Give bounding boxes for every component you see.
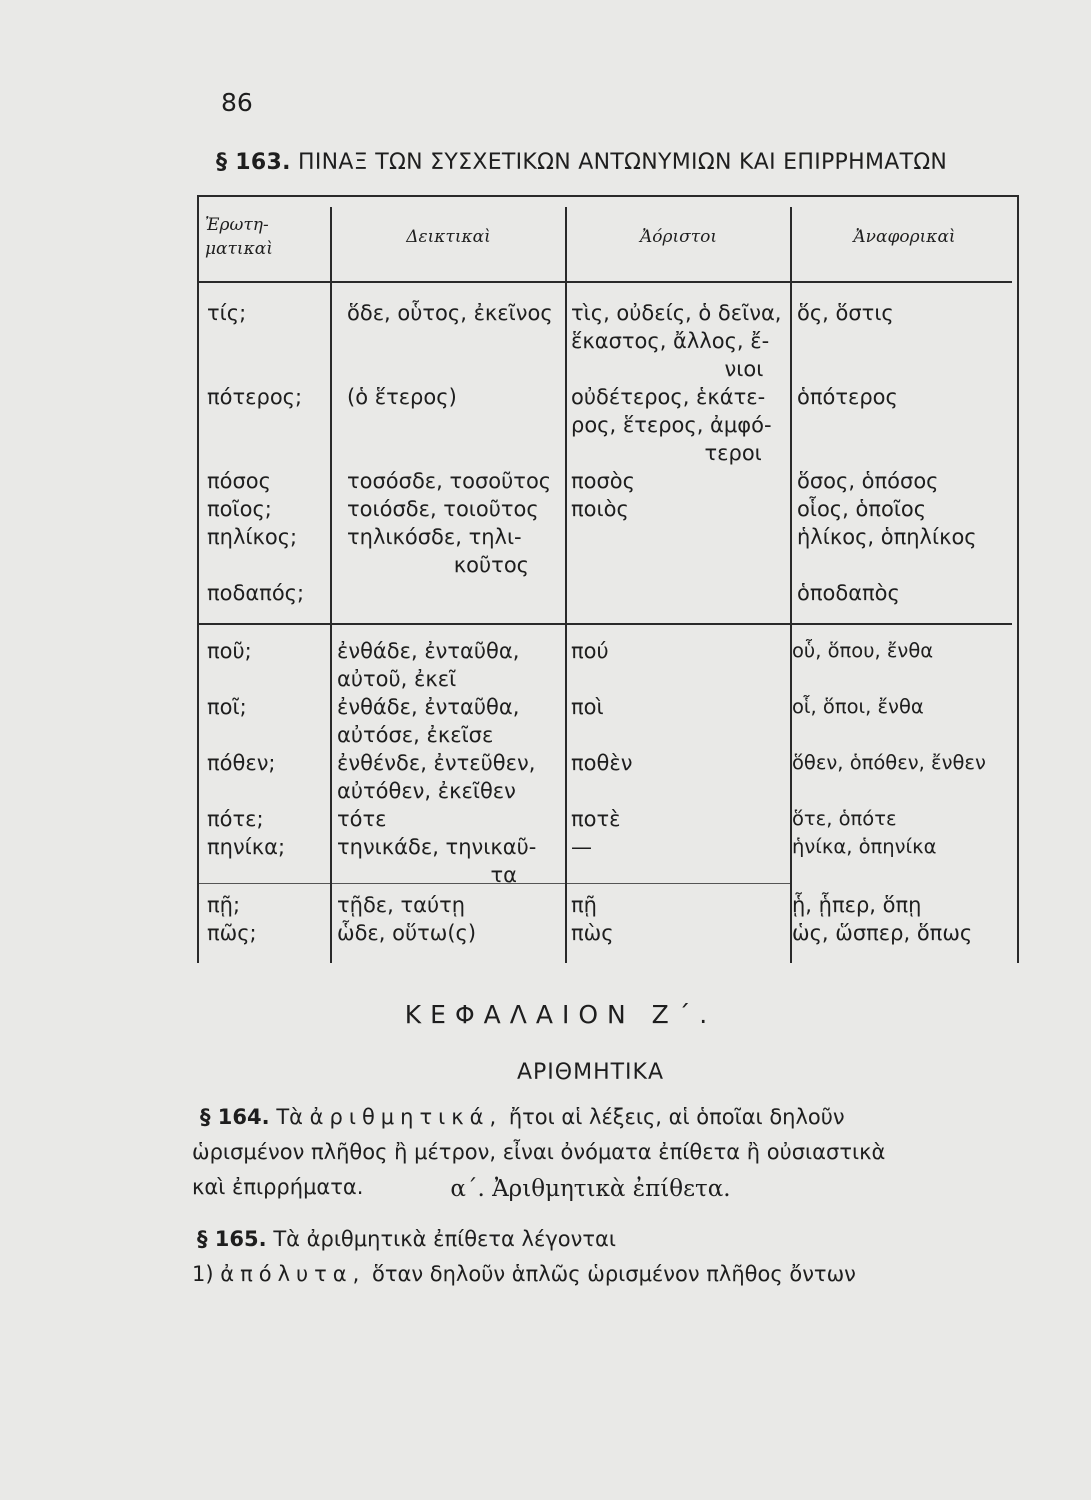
table-group-rule <box>197 623 1012 625</box>
section-165-line1 <box>197 1222 856 1257</box>
table-col-rule-2 <box>565 207 567 963</box>
section-164-line1 <box>200 1100 885 1135</box>
section-165-line2-rest: ὅταν δηλοῦν ἁπλῶς ὡρισμένον πλῆθος ὄντων <box>372 1262 856 1286</box>
group2-demonstrative: ἐνθάδε, ἐνταῦθα, αὐτοῦ, ἐκεῖ ἐνθάδε, ἐνταῦθα, αὐτόσε, ἐκεῖσε ἐνθένδε, ἐντεῦθεν, αὐτόθεν, ἐκεῖθεν τότε τηνικάδε, τηνικαῦ- τα <box>337 639 537 887</box>
page-number: 86 <box>221 88 253 117</box>
group1-interrogative: τίς; πότερος; πόσος ποῖος; πηλίκος; ποδαπός; <box>207 301 305 605</box>
section-164-term: ἀριθμητικά, <box>309 1105 503 1129</box>
header-interrogative-line2: ματικαὶ <box>205 239 273 259</box>
group1-relative: ὅς, ὅστις ὁπότερος ὅσος, ὁπόσος οἷος, ὁποῖος ἡλίκος, ὁπηλίκος ὁποδαπὸς <box>797 301 977 605</box>
group1-demonstrative: ὅδε, οὗτος, ἐκεῖνος (ὁ ἕτερος) τοσόσδε, τοσοῦτος τοιόσδε, τοιοῦτος τηλικόσδε, τηλι- κοῦτος <box>347 301 553 577</box>
subsection-title: α΄. Ἀριθμητικὰ ἐπίθετα. <box>450 1176 731 1202</box>
section-number: § 163. <box>216 150 291 175</box>
group3-demonstrative: τῇδε, ταύτῃ ὧδε, οὕτω(ς) <box>337 893 477 945</box>
item-number: 1) <box>192 1262 214 1286</box>
section-164-line3: καὶ ἐπιρρήματα. <box>192 1175 364 1199</box>
group3-relative: ᾗ, ᾗπερ, ὅπῃ ὡς, ὥσπερ, ὅπως <box>792 893 973 945</box>
header-demonstrative: Δεικτικαὶ <box>406 227 491 247</box>
section-164-line2: ὡρισμένον πλῆθος ἢ μέτρον, εἶναι ὀνόματα ἐπίθετα ἢ οὐσιαστικὰ <box>192 1140 886 1164</box>
group1-indefinite: τὶς, οὐδείς, ὁ δεῖνα, ἕκαστος, ἄλλος, ἔ- νιοι οὐδέτερος, ἑκάτε- ρος, ἕτερος, ἀμφό- τεροι ποσὸς ποιὸς <box>571 301 782 521</box>
section-title: ΠΙΝΑΞ ΤΩΝ ΣΥΣΧΕΤΙΚΩΝ ΑΝΤΩΝΥΜΙΩΝ ΚΑΙ ΕΠΙΡΡΗΜΑΤΩΝ <box>298 150 948 175</box>
header-indefinite: Ἀόριστοι <box>639 227 718 247</box>
group2-indefinite: πού ποὶ ποθὲν ποτὲ — <box>571 639 633 859</box>
section-165-paragraph <box>192 1222 856 1292</box>
section-164-number: § 164. <box>200 1105 270 1129</box>
section-165-term: ἀπόλυτα, <box>220 1262 366 1286</box>
group3-indefinite: πῇ πὼς <box>571 893 614 945</box>
table-col-rule-1 <box>330 207 332 963</box>
group3-interrogative: πῇ; πῶς; <box>207 893 257 945</box>
table-top-rule <box>197 195 1019 197</box>
section-165-line1-rest: Τὰ ἀριθμητικὰ ἐπίθετα λέγονται <box>273 1227 616 1251</box>
table-left-rule <box>197 195 199 963</box>
section-165-number: § 165. <box>197 1227 267 1251</box>
header-relative: Ἀναφορικαὶ <box>853 227 956 247</box>
section-164-lead: Τὰ <box>276 1105 303 1129</box>
group2-relative: οὗ, ὅπου, ἔνθα οἷ, ὅποι, ἔνθα ὅθεν, ὁπόθεν, ἔνθεν ὅτε, ὁπότε ἡνίκα, ὁπηνίκα <box>792 639 986 858</box>
section-165-line2 <box>192 1257 856 1292</box>
chapter-subtitle: ΑΡΙΘΜΗΤΙΚΑ <box>516 1060 665 1085</box>
header-interrogative-line1: Ἐρωτη- <box>205 215 269 235</box>
correlative-table <box>187 195 1019 965</box>
group2-interrogative: ποῦ; ποῖ; πόθεν; πότε; πηνίκα; <box>207 639 286 859</box>
table-right-rule <box>1017 195 1019 963</box>
section-164-line1-rest: ἤτοι αἱ λέξεις, αἱ ὁποῖαι δηλοῦν <box>508 1105 845 1129</box>
section-163-heading <box>216 150 947 175</box>
header-interrogative <box>205 213 315 261</box>
table-header-rule <box>197 281 1012 283</box>
chapter-title: ΚΕΦΑΛΑΙΟΝ Ζ΄. <box>404 1000 717 1029</box>
